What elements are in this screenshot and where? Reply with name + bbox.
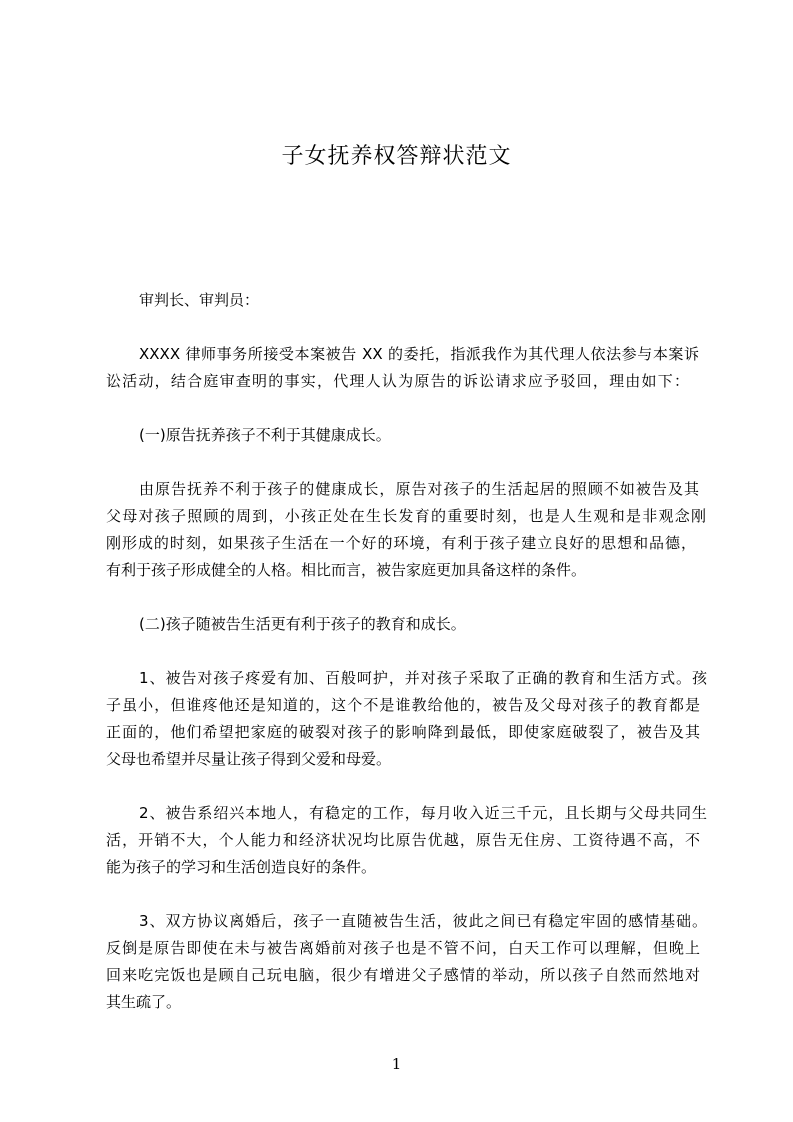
document-title: 子女抚养权答辩状范文 xyxy=(281,144,512,169)
paragraph-line: 其生疏了。 xyxy=(106,993,182,1011)
paragraph-line: 有利于孩子形成健全的人格。相比而言，被告家庭更加具备这样的条件。 xyxy=(106,561,587,579)
paragraph-line: 由原告抚养不利于孩子的健康成长，原告对孩子的生活起居的照顾不如被告及其 xyxy=(139,480,699,498)
paragraph-line: 父母对孩子照顾的周到，小孩正处在生长发育的重要时刻，也是人生观和是非观念刚 xyxy=(106,507,706,525)
section-heading: (二)孩子随被告生活更有利于孩子的教育和成长。 xyxy=(139,615,466,633)
page-number: 1 xyxy=(391,1055,402,1073)
paragraph-line: 1、被告对孩子疼爱有加、百般呵护，并对孩子采取了正确的教育和生活方式。孩 xyxy=(139,669,707,687)
paragraph-line: 子虽小，但谁疼他还是知道的，这个不是谁教给他的，被告及父母对孩子的教育都是 xyxy=(106,696,700,714)
paragraph-line: 3、双方协议离婚后，孩子一直随被告生活，彼此之间已有稳定牢固的感情基础。 xyxy=(139,912,707,930)
paragraph-line: 反倒是原告即使在未与被告离婚前对孩子也是不管不问，白天工作可以理解，但晚上 xyxy=(106,939,700,957)
paragraph-line: 父母也希望并尽量让孩子得到父爱和母爱。 xyxy=(106,750,392,768)
paragraph-line: 正面的，他们希望把家庭的破裂对孩子的影响降到最低，即使家庭破裂了，被告及其 xyxy=(106,723,700,741)
salutation: 审判长、审判员： xyxy=(139,291,260,309)
paragraph-line: XXXX 律师事务所接受本案被告 XX 的委托，指派我作为其代理人依法参与本案诉 xyxy=(139,345,699,363)
paragraph-line: 活，开销不大，个人能力和经济状况均比原告优越，原告无住房、工资待遇不高，不 xyxy=(106,831,700,849)
section-heading: (一)原告抚养孩子不利于其健康成长。 xyxy=(139,426,391,444)
paragraph-line: 讼活动，结合庭审查明的事实，代理人认为原告的诉讼请求应予驳回，理由如下： xyxy=(106,372,689,390)
paragraph-line: 回来吃完饭也是顾自己玩电脑，很少有增进父子感情的举动，所以孩子自然而然地对 xyxy=(106,966,700,984)
paragraph-line: 能为孩子的学习和生活创造良好的条件。 xyxy=(106,858,377,876)
paragraph-line: 2、被告系绍兴本地人，有稳定的工作，每月收入近三千元，且长期与父母共同生 xyxy=(139,804,707,822)
paragraph-line: 刚形成的时刻，如果孩子生活在一个好的环境，有利于孩子建立良好的思想和品德， xyxy=(106,534,696,552)
